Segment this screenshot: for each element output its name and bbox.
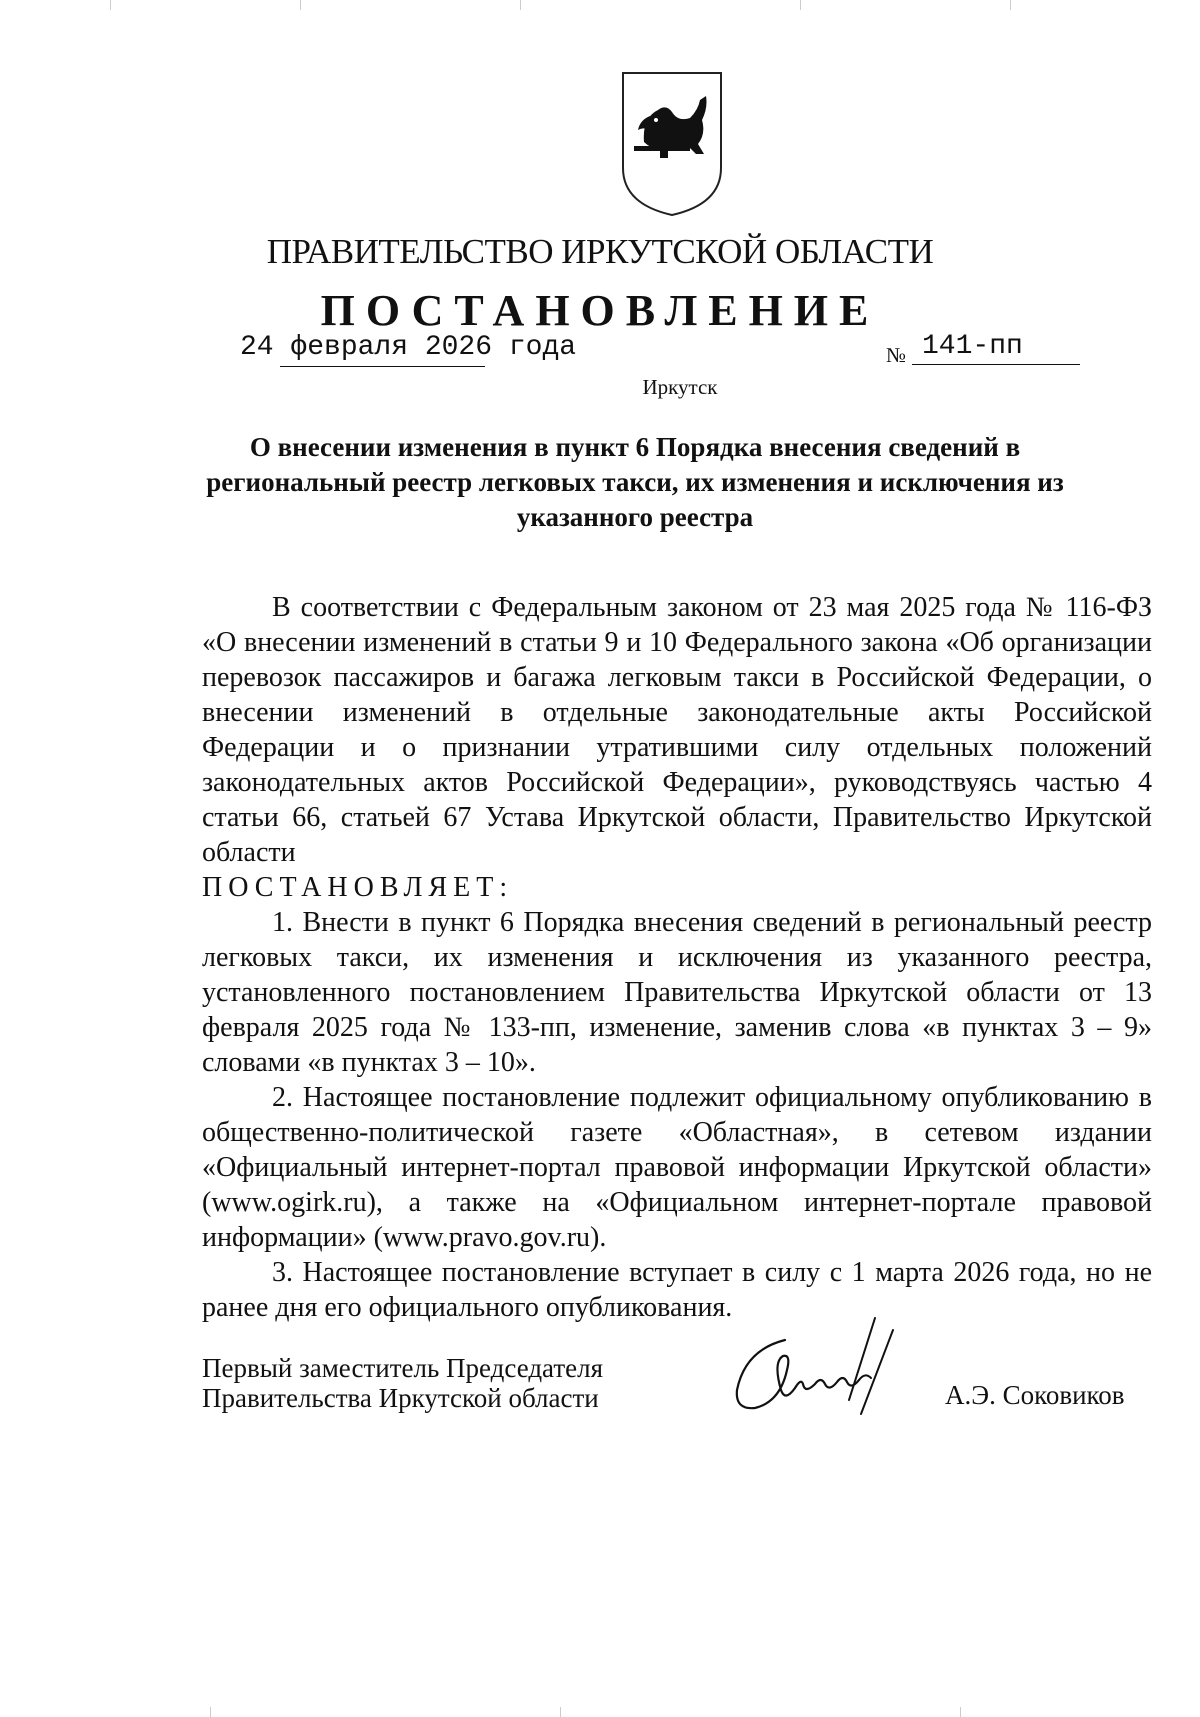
signer-position-line: Первый заместитель Председателя — [202, 1353, 604, 1383]
document-body — [202, 590, 1152, 1325]
government-title: ПРАВИТЕЛЬСТВО ИРКУТСКОЙ ОБЛАСТИ — [266, 232, 934, 271]
document-type: ПОСТАНОВЛЕНИЕ — [320, 286, 880, 335]
list-item: 2. Настоящее постановление подлежит официальному опубликованию в общественно-политической газете «Областная», в сетевом издании «Официальный интернет-портал правовой информации Иркутской области» (www.ogirk.ru), а также на «Официальном интернет-портале правовой информации» (www.pravo.gov.ru). — [202, 1082, 1152, 1253]
decree-word: ПОСТАНОВЛЯЕТ: — [202, 872, 514, 903]
date-underline — [280, 366, 485, 367]
document-subject: О внесении изменения в пункт 6 Порядка внесения сведений в региональный реестр легковых такси, их изменения и исключения из указанного реестра — [206, 432, 1064, 532]
document-number: 141-пп — [922, 331, 1023, 362]
irkutsk-coat-of-arms-icon — [620, 70, 724, 218]
document-date: 24 февраля 2026 года — [240, 332, 577, 363]
city: Иркутск — [642, 375, 718, 399]
preamble: В соответствии с Федеральным законом от 23 мая 2025 года № 116-ФЗ «О внесении изменений в статьи 9 и 10 Федерального закона «Об организации перевозок пассажиров и багажа легковым такси в Российской Федерации, о внесении изменений в отдельные законодательные акты Российской Федерации и о признании утратившими силу отдельных положений законодательных актов Российской Федерации», руководствуясь частью 4 статьи 66, статьей 67 Устава Иркутской области, Правительство Иркутской области — [202, 592, 1152, 868]
number-sign: № — [886, 343, 907, 367]
handwritten-signature-icon — [725, 1310, 965, 1430]
number-underline — [912, 364, 1080, 365]
list-item: 1. Внести в пункт 6 Порядка внесения сведений в региональный реестр легковых такси, их изменения и исключения из указанного реестра, установленного постановлением Правительства Иркутской области от 13 февраля 2025 года № 133-пп, изменение, заменив слова «в пунктах 3 – 9» словами «в пунктах 3 – 10». — [202, 907, 1152, 1078]
signer-position — [202, 1353, 603, 1413]
list-item: 3. Настоящее постановление вступает в силу с 1 марта 2026 года, но не ранее дня его официального опубликования. — [202, 1257, 1152, 1323]
signer-position-line: Правительства Иркутской области — [202, 1383, 599, 1413]
signer-name: А.Э. Соковиков — [945, 1380, 1125, 1410]
